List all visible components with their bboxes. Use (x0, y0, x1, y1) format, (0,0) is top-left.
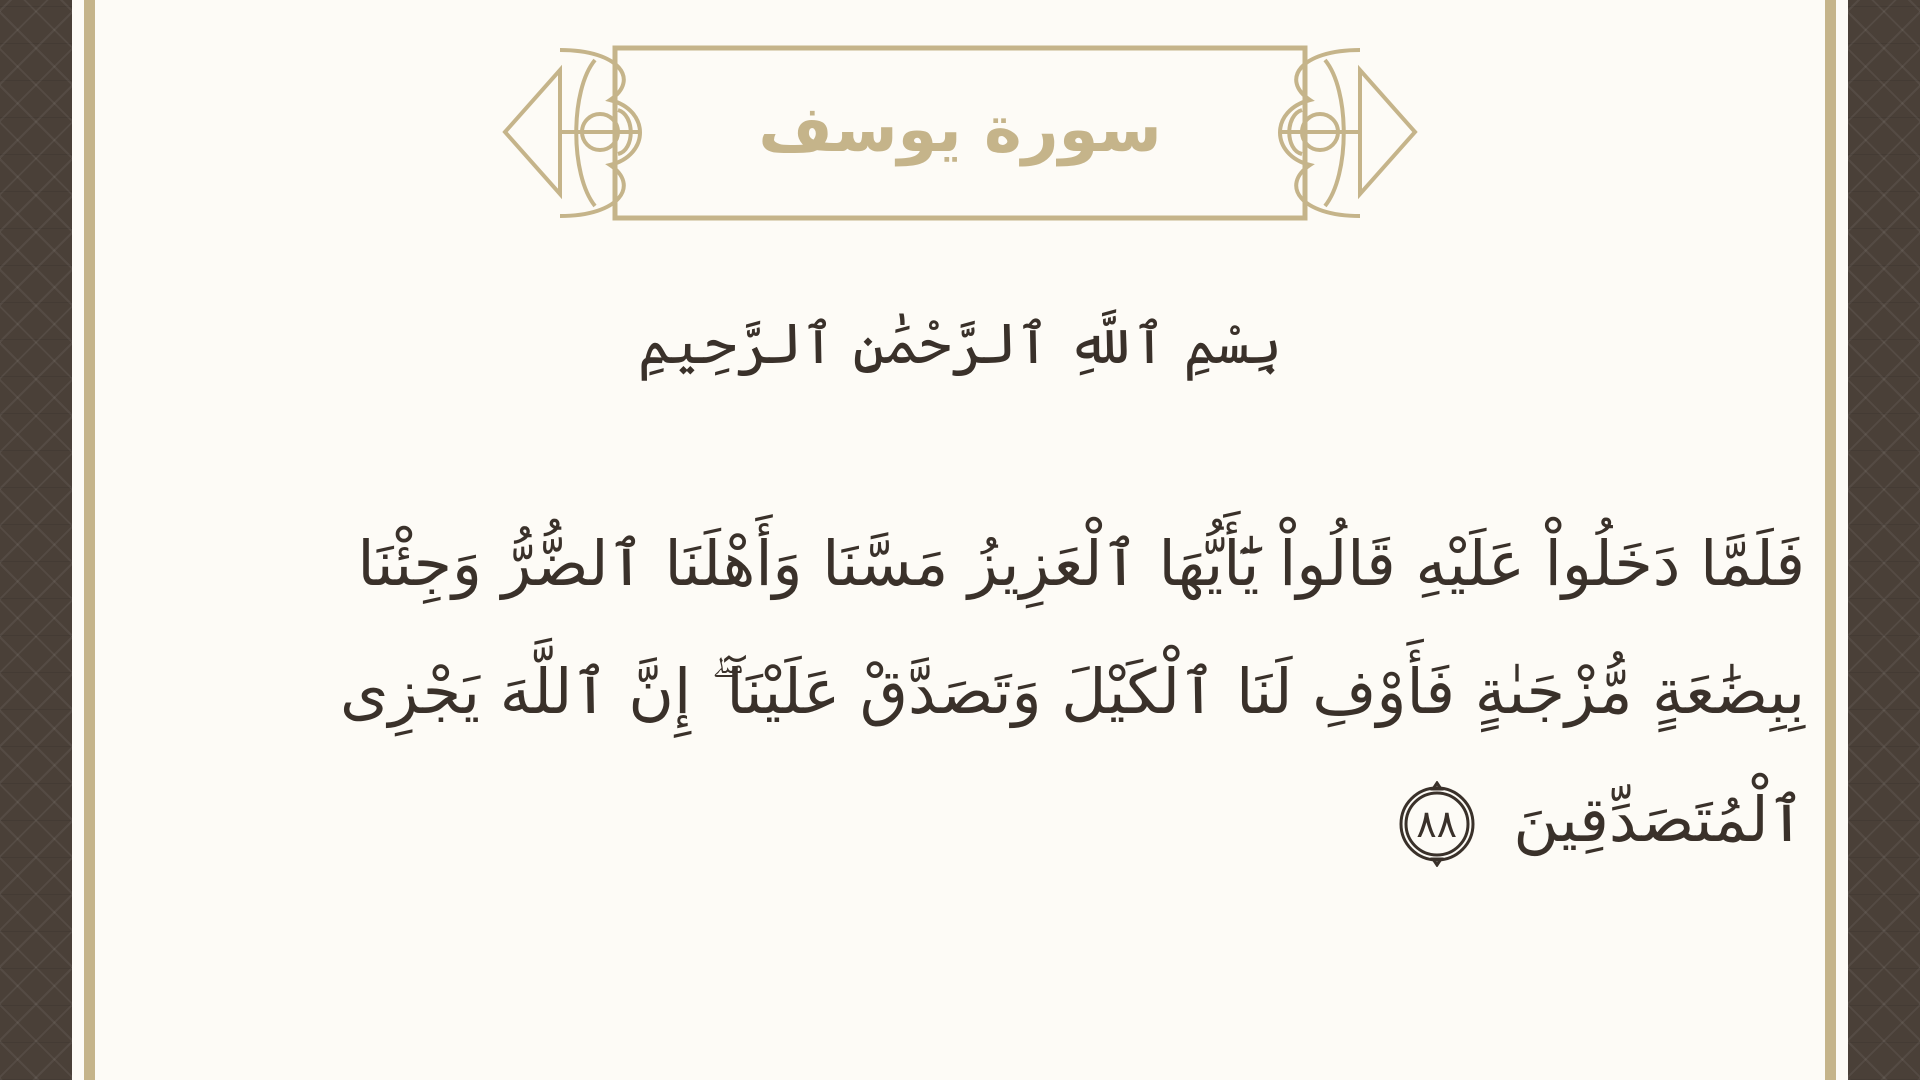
left-ornamental-border (0, 0, 72, 1080)
ayah-number-marker (1394, 781, 1480, 867)
ayah-number: ٨٨ (1416, 801, 1458, 846)
verse-text: فَلَمَّا دَخَلُواْ عَلَيْهِ قَالُواْ يَٰٓأَيُّهَا ٱلْعَزِيزُ مَسَّنَا وَأَهْلَنَا ٱلضُّرُّ وَجِئْنَا بِبِضَٰعَةٍ مُّزْجَىٰةٍ فَأَوْفِ لَنَا ٱلْكَيْلَ وَتَصَدَّقْ عَلَيْنَآ ۖ إِنَّ ٱللَّهَ يَجْزِى ٱلْمُتَصَدِّقِينَ (340, 527, 1805, 856)
surah-title: سورة يوسف (758, 93, 1162, 167)
basmala: بِسْمِ ٱللَّهِ ٱلرَّحْمَٰنِ ٱلرَّحِيمِ (637, 312, 1283, 377)
verse-block (300, 500, 1805, 884)
right-gold-rule (1825, 0, 1836, 1080)
left-gold-rule (84, 0, 95, 1080)
right-ornamental-border (1848, 0, 1920, 1080)
surah-title-cartouche (500, 40, 1420, 230)
